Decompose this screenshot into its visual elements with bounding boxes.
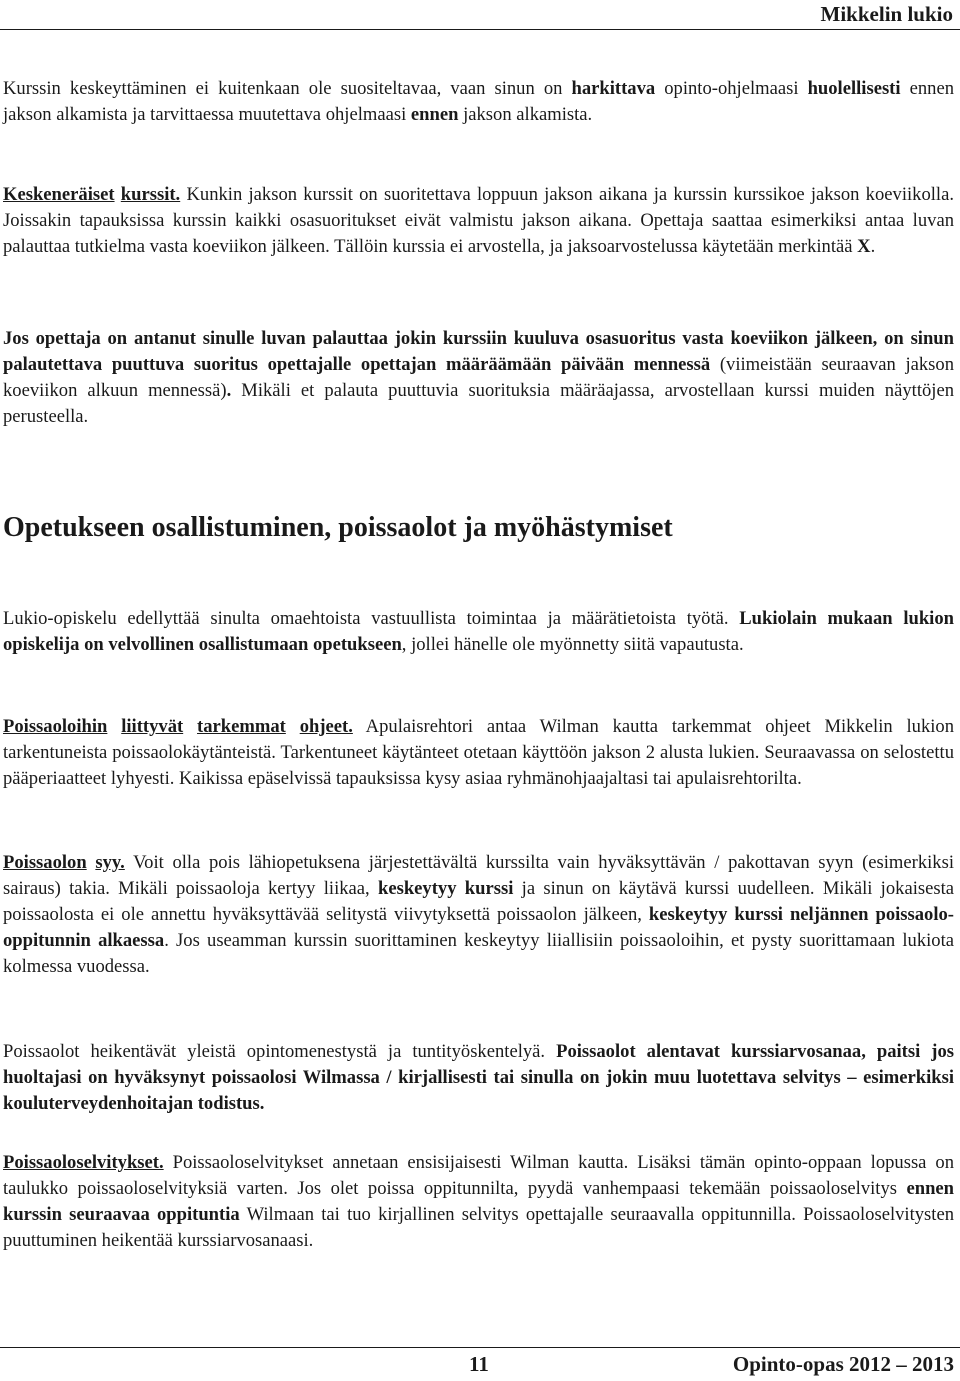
text-span: jakson alkamista. xyxy=(458,104,593,125)
text-span: Apulaisrehtori antaa Wilman kautta tarkemmat ohjeet Mikkelin lukion tarkentuneista poissaolokäytänteistä. Tarkentuneet käytänteet otetaan käyttöön jakson 2 alusta lukien. Seuraavassa on selostettu pääperiaatteet lyhyesti. Kaikissa epäselvissä tapauksissa kysy asiaa ryhmänohjaajaltasi tai apulaisrehtorilta. xyxy=(3,716,955,789)
bold-text: X xyxy=(857,236,871,257)
underlined-heading: ohjeet. xyxy=(299,716,353,737)
bold-text: keskeytyy kurssi xyxy=(378,878,514,899)
underlined-heading: Poissaoloihin xyxy=(3,716,108,737)
text-span: opinto-ohjelmaasi xyxy=(655,78,808,99)
text-span: ennen jakson alkamista ja tarvittaessa muutettava ohjelmaasi xyxy=(3,78,955,125)
underlined-heading: liittyvät xyxy=(121,716,184,737)
text-span: Mikäli et palauta puuttuvia suorituksia määräajassa, arvostellaan kurssi muiden näyttöjen perusteella. xyxy=(3,380,954,427)
text-span: , jollei hänelle ole myönnetty siitä vapautusta. xyxy=(401,634,744,655)
text-span: (viimeistään seuraavan jakson koeviikon alkuun mennessä) xyxy=(3,354,954,401)
paragraph-absence-reason xyxy=(3,850,954,980)
section-heading: Opetukseen osallistuminen, poissaolot ja myöhästymiset xyxy=(3,512,673,543)
bold-text: Poissaolot alentavat kurssiarvosanaa, paitsi jos huoltajasi on hyväksynyt poissaolosi Wilmassa / kirjallisesti tai sinulla on jokin muu luotettava selvitys – esimerkiksi kouluterveydenhoitajan todistus. xyxy=(3,1041,955,1114)
text-span: . Jos useamman kurssin suorittaminen keskeytyy liiallisiin poissaoloihin, et pysty suorittamaan lukiota kolmessa vuodessa. xyxy=(3,930,955,977)
bold-text: ennen kurssin seuraavaa oppituntia xyxy=(3,1178,954,1225)
header-school-name: Mikkelin lukio xyxy=(820,2,953,26)
page-number: 11 xyxy=(469,1352,489,1376)
bold-text xyxy=(3,716,353,737)
paragraph-incomplete-courses xyxy=(3,182,954,260)
text-span: Voit olla pois lähiopetuksena järjestettävältä kurssilta vain hyväksyttävän / pakottavan syyn (esimerkiksi sairaus) takia. Mikäli poissaoloja kertyy liikaa, xyxy=(3,852,954,899)
bold-text xyxy=(3,852,125,873)
text-span: Poissaolot heikentävät yleistä opintomenestystä ja tuntityöskentelyä. xyxy=(3,1041,557,1062)
bold-text: . xyxy=(226,380,232,401)
bold-text xyxy=(3,184,180,205)
underlined-heading: kurssit. xyxy=(120,184,181,205)
text-span: Kunkin jakson kurssit on suoritettava loppuun jakson aikana ja kurssin kurssikoe jakson koeviikolla. Joissakin tapauksissa kurssin kaikki osasuoritukset eivät valmistu jakson aikana. Opettaja saattaa esimerkiksi antaa luvan palauttaa tutkielma vasta koeviikon jälkeen. Tällöin kurssia ei arvostella, ja jaksoarvostelussa käytetään merkintää xyxy=(3,184,954,257)
underlined-heading: Poissaoloselvitykset. xyxy=(3,1152,164,1173)
paragraph-absence-reports xyxy=(3,1150,954,1254)
text-span: Poissaoloselvitykset annetaan ensisijaisesti Wilman kautta. Lisäksi tämän opinto-oppaan lopussa on taulukko poissaoloselvityksiä varten. Jos olet poissa oppitunnilta, pyydä vanhempaasi tekemään poissaoloselvitys xyxy=(3,1152,954,1199)
text-span: Kurssin keskeyttäminen ei kuitenkaan ole suositeltavaa, vaan sinun on xyxy=(3,78,572,99)
text-span: Wilmaan tai tuo kirjallinen selvitys opettajalle seuraavalla oppitunnilla. Poissaoloselvitysten puuttuminen heikentää kurssiarvosanaasi. xyxy=(3,1204,954,1251)
paragraph-participation xyxy=(3,606,954,658)
bold-text: ennen xyxy=(410,104,459,125)
paragraph-absence-effects xyxy=(3,1039,954,1117)
text-span: . xyxy=(870,236,876,257)
paragraph-absence-instructions xyxy=(3,714,954,792)
underlined-heading: tarkemmat xyxy=(197,716,286,737)
bold-text: Lukiolain mukaan lukion opiskelija on velvollinen osallistumaan opetukseen xyxy=(3,608,954,655)
bold-text: keskeytyy kurssi neljännen poissaolo-oppitunnin alkaessa xyxy=(3,904,955,951)
bold-text xyxy=(3,1152,164,1173)
bold-text: Jos opettaja on antanut sinulle luvan palauttaa jokin kurssiin kuuluva osasuoritus vasta koeviikon jälkeen, on sinun palautettava puuttuva suoritus opettajalle opettajan määräämään päivään mennessä xyxy=(3,328,954,375)
underlined-heading: Keskeneräiset xyxy=(3,184,115,205)
bold-text: harkittava xyxy=(571,78,656,99)
text-span: Lukio-opiskelu edellyttää sinulta omaehtoista vastuullista toimintaa ja määrätietoista työtä. xyxy=(3,608,740,629)
paragraph-late-submission xyxy=(3,326,954,430)
underlined-heading: Poissaolon xyxy=(3,852,87,873)
header-rule xyxy=(0,29,960,30)
bold-text: huolellisesti xyxy=(807,78,901,99)
footer-guide-title: Opinto-opas 2012 – 2013 xyxy=(732,1352,954,1376)
footer-rule xyxy=(0,1347,960,1348)
paragraph-course-interruption xyxy=(3,76,954,128)
text-span: ja sinun on käytävä kurssi uudelleen. Mikäli jokaisesta poissaolosta ei ole annettu hyväksyttävää selitystä viivytyksettä poissaolon jälkeen, xyxy=(3,878,955,925)
underlined-heading: syy. xyxy=(95,852,125,873)
